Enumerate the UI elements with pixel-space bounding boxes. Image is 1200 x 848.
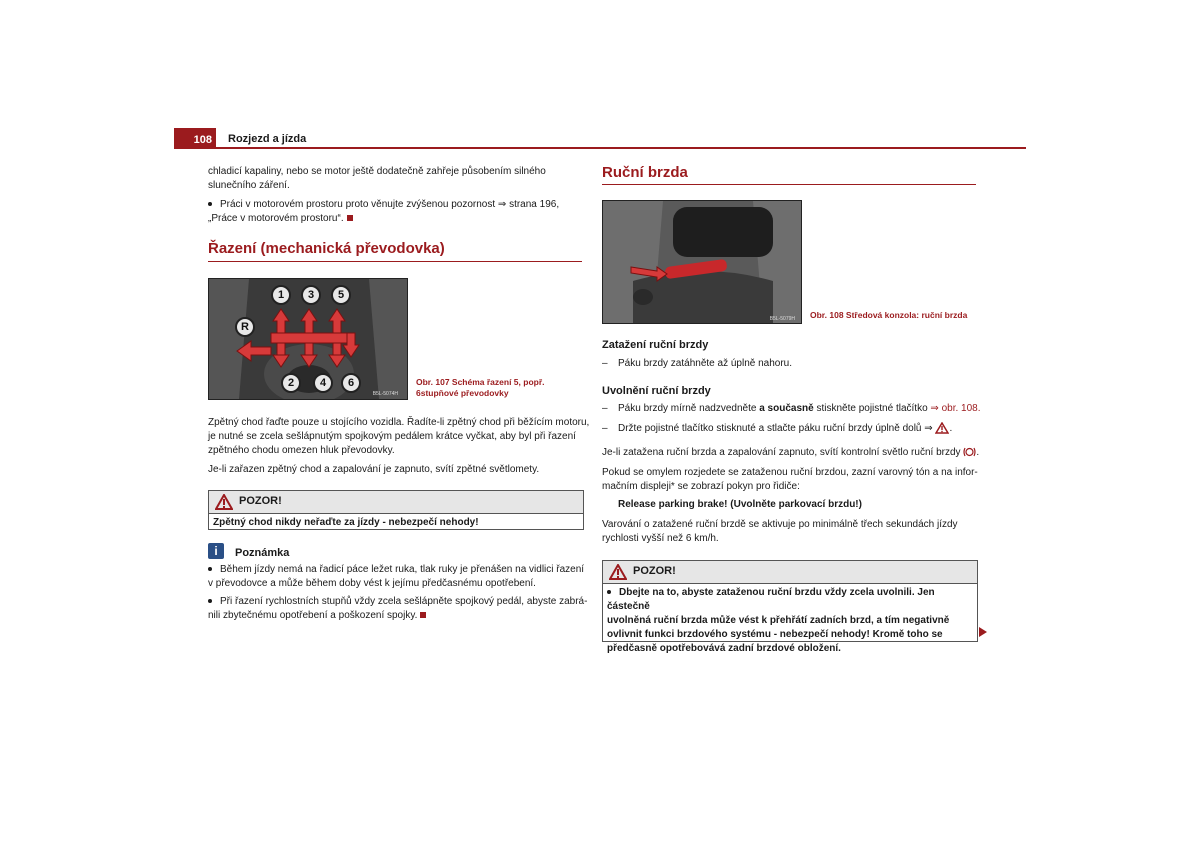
handbrake-light-paragraph: Je-li zatažena ruční brzda a zapalování zapnuto, svítí kontrolní světlo ruční brzdy . [602, 447, 980, 458]
bullet-icon [208, 599, 212, 603]
warning-icon [215, 494, 233, 510]
end-mark-icon [347, 215, 353, 221]
handbrake-illustration [603, 201, 801, 323]
intro-bullet-line2: „Práce v motorovém prostoru“. [208, 212, 559, 226]
intro-line: chladicí kapaliny, nebo se motor ještě dodatečně zahřeje působením silného [208, 166, 546, 177]
brake-warning-light-icon [963, 447, 976, 457]
gear-label-3: 3 [301, 285, 321, 305]
gear-label-6: 6 [341, 373, 361, 393]
continue-arrow-icon [978, 626, 988, 638]
chapter-title: Rozjezd a jízda [228, 133, 307, 145]
info-icon: i [208, 543, 224, 559]
warning-box [208, 490, 584, 530]
intro-line: slunečního záření. [208, 180, 290, 191]
gear-label-reverse: R [235, 317, 255, 337]
intro-text [208, 165, 559, 226]
warning-text: Zpětný chod nikdy neřaďte za jízdy - nebezpečí nehody! [213, 517, 479, 528]
handbrake-figure [602, 200, 802, 324]
apply-handbrake-title: Zatažení ruční brzdy [602, 339, 709, 351]
warning-activation-paragraph: Varování o zatažené ruční brzdě se aktivuje po minimálně třech sekundách jízdy rychlosti vyšší než 6 km/h. [602, 519, 958, 544]
end-mark-icon [420, 612, 426, 618]
warning-icon [609, 564, 627, 580]
figure-107-caption: Obr. 107 Schéma řazení 5, popř. 6stupňové převodovky [416, 377, 545, 398]
reverse-gear-paragraph: Zpětný chod řaďte pouze u stojícího vozidla. Řadíte-li zpětný chod při běžícím motoru, je nutné se zcela sešlápnutým spojkovým pedálem krátce vyčkat, aby byl při řazení zpětného chodu omezen hluk převodovky. Je-li zařazen zpětný chod a zapalování je zapnuto, svítí zpětné světlomety. [208, 417, 590, 475]
section-title-handbrake: Ruční brzda [602, 164, 688, 181]
gear-label-5: 5 [331, 285, 351, 305]
figure-108-caption: Obr. 108 Středová konzola: ruční brzda [810, 310, 968, 320]
gear-label-2: 2 [281, 373, 301, 393]
gear-label-4: 4 [313, 373, 333, 393]
warning-header [603, 561, 977, 584]
warning-title: POZOR! [633, 565, 676, 577]
note-text: Během jízdy nemá na řadicí páce ležet ruka, tlak ruky je přenášen na vidlici řazení v převodovce a může během doby vést k jejímu předčasnému opotřebení. Při řazení rychlostních stupňů vždy zcela sešlápněte spojkový pedál, abyste zabrá- nili zbytečnému opotřebení a poškození spojky. [208, 564, 588, 621]
display-message: Release parking brake! (Uvolněte parkovací brzdu!) [618, 499, 862, 510]
section-divider [602, 184, 976, 185]
apply-handbrake-step: – Páku brzdy zatáhněte až úplně nahoru. [602, 358, 793, 369]
release-handbrake-title: Uvolnění ruční brzdy [602, 385, 711, 397]
section-title-shifting: Řazení (mechanická převodovka) [208, 240, 445, 257]
gear-label-1: 1 [271, 285, 291, 305]
gear-shift-figure [208, 278, 408, 400]
image-code: B5L-5079H [769, 316, 795, 322]
warning-title: POZOR! [239, 495, 282, 507]
note-title: Poznámka [235, 547, 290, 559]
warning-text: Dbejte na to, abyste zataženou ruční brzdu vždy zcela uvolnili. Jen částečně uvolněná ruční brzda může vést k přehřátí zadních brzd, a tím negativně ovlivnit funkci brzdového systému - nebezpečí nehody! Kromě toho se předčasně opotřebovává zadní brzdové obložení. [607, 587, 950, 654]
header-divider [174, 147, 1026, 149]
bullet-icon [208, 567, 212, 571]
section-divider [208, 261, 582, 262]
release-handbrake-steps: – Páku brzdy mírně nadzvedněte a současně stiskněte pojistné tlačítko ⇒ obr. 108. – Držte pojistné tlačítko stisknuté a stlačte páku ruční brzdy úplně dolů ⇒ . [602, 403, 981, 434]
image-code: B5L-5074H [372, 391, 398, 397]
warning-icon [935, 422, 949, 434]
intro-bullet [208, 198, 559, 212]
bullet-icon [208, 202, 212, 206]
bullet-icon [607, 590, 611, 594]
page-number: 108 [174, 128, 216, 148]
figure-reference-link[interactable]: ⇒ obr. 108. [930, 403, 981, 414]
reverse-lights-text: Je-li zařazen zpětný chod a zapalování je zapnuto, svítí zpětné světlomety. [208, 464, 540, 475]
intro-bullet-text: Práci v motorovém prostoru proto věnujte zvýšenou pozornost ⇒ strana 196, [220, 199, 560, 210]
warning-box [602, 560, 978, 654]
warning-header [209, 491, 583, 514]
handbrake-warning-paragraph: Pokud se omylem rozjedete se zataženou ruční brzdou, zazní varovný tón a na infor- mačním displeji* se zobrazí pokyn pro řidiče: [602, 467, 978, 492]
